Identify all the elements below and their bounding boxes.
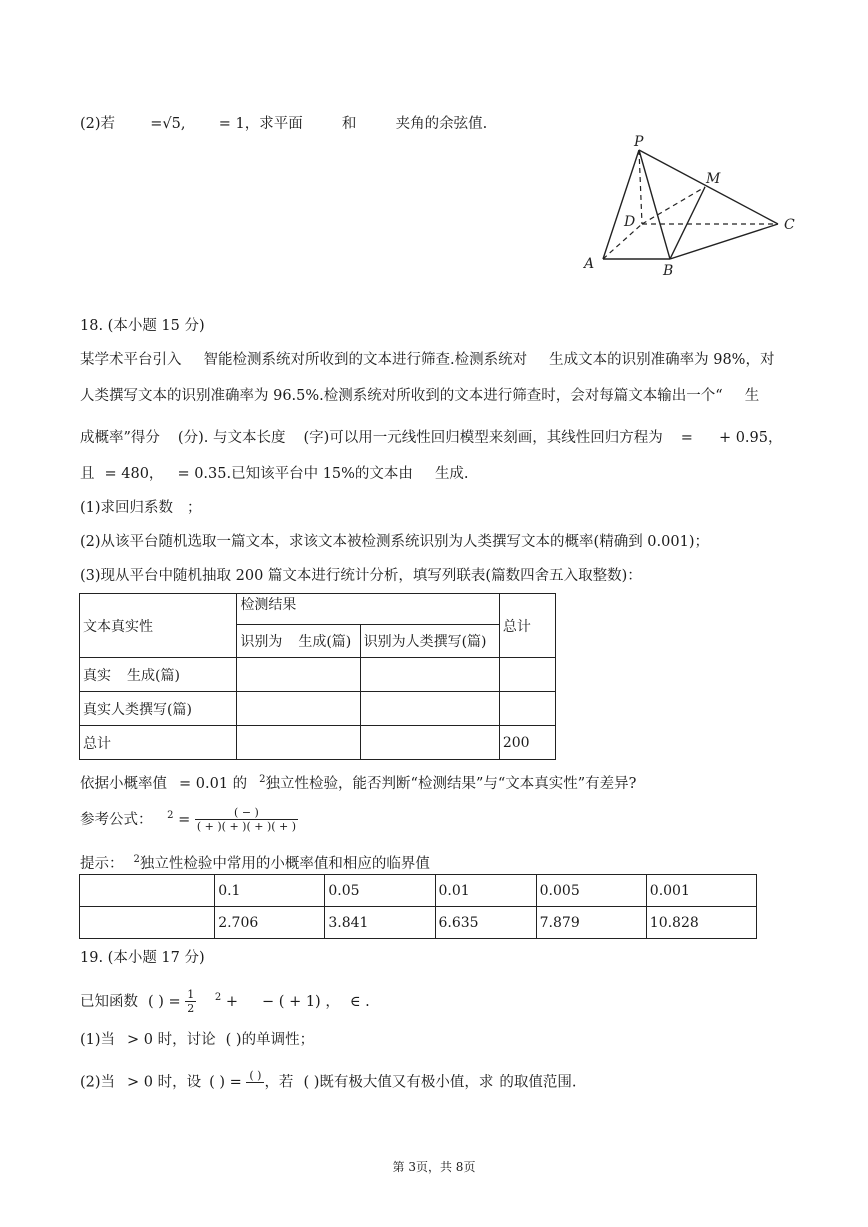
table-header-total: 总计: [499, 594, 555, 658]
q18-line1c: 生成文本的识别准确率为 98%，对: [549, 352, 775, 368]
table-header-result: 检测结果: [237, 594, 500, 625]
q18-sub2: (2)从该平台随机选取一篇文本，求该文本被检测系统识别为人类撰写文本的概率(精确到 0.001)；: [80, 534, 709, 550]
q18-test-b: = 0.01 的: [179, 775, 248, 792]
q17-end: 夹角的余弦值.: [395, 116, 488, 132]
q18-line3c: (字)可以用一元线性回归模型来刻画，其线性回归方程为: [303, 430, 663, 446]
alpha-cell: 0.1: [215, 875, 325, 907]
edge-pb: [639, 150, 670, 259]
q19-sub2-a: (2)当: [80, 1074, 116, 1091]
pyramid-figure: [575, 135, 805, 285]
alpha-cell: 0.01: [435, 875, 536, 907]
q18-line1: [80, 350, 774, 370]
q19-sub2-f: 的取值范围.: [499, 1074, 577, 1091]
q17-mid: 和: [341, 116, 357, 132]
q19-header: 19. (本小题 17 分): [80, 950, 205, 966]
q18-sub1-end: ；: [187, 500, 202, 516]
contingency-table: [79, 593, 556, 760]
q18-line1a: 某学术平台引入: [80, 352, 182, 368]
q18-line3d: =: [680, 430, 693, 446]
g-fraction: ( ): [246, 1069, 264, 1096]
q18-line4c: = 0.35.已知该平台中 15%的文本由: [177, 466, 413, 482]
label-p: P: [634, 135, 644, 150]
table-cell: [237, 692, 360, 726]
page-footer: 第 3页，共 8页: [392, 1160, 476, 1174]
alpha-cell: 0.05: [325, 875, 435, 907]
table-cell: [80, 875, 215, 907]
table-row-ai: 真实 生成(篇): [80, 658, 237, 692]
edge-bc: [670, 224, 778, 259]
q19-sub2-c: ( ) =: [209, 1074, 242, 1091]
q19-def-b: ( ) =: [148, 993, 181, 1010]
q19-sub1: [80, 1030, 314, 1050]
q18-sub1: [80, 498, 202, 518]
label-d: D: [624, 214, 636, 230]
critical-cell: 7.879: [536, 907, 646, 939]
q19-def-a: 已知函数: [80, 993, 138, 1010]
q18-line1b: 智能检测系统对所收到的文本进行筛查.检测系统对: [203, 352, 528, 368]
q19-def-c: +: [225, 993, 239, 1010]
q18-line2b: 生: [744, 388, 760, 404]
q19-sub2: [80, 1069, 576, 1096]
one-half-fraction: $\frac{1}{2}$: [187, 988, 195, 1016]
critical-cell: 2.706: [215, 907, 325, 939]
q19-sub2-e: ( )既有极大值又有极小值，求: [303, 1074, 494, 1091]
q18-sub1-text: (1)求回归系数: [80, 500, 174, 516]
q18-line3e: + 0.95，: [718, 430, 783, 446]
q18-line3a: 成概率”得分: [80, 430, 160, 446]
q18-test-line: 依据小概率值 = 0.01 的 $^2$独立性检验，能否判断“检测结果”与“文本真实性”有差异?: [80, 774, 637, 792]
critical-value-table: [79, 874, 757, 939]
q18-line3b: (分). 与文本长度: [177, 430, 286, 446]
q17-eq2: = 1，求平面: [218, 116, 303, 132]
q18-line4d: 生成.: [434, 466, 469, 482]
edge-pa: [603, 150, 639, 259]
chi-square-formula: $\frac{( - )}{( + )( + )( + )( + )}$: [196, 806, 297, 834]
q18-sub3: (3)现从平台中随机抽取 200 篇文本进行统计分析，填写列联表(篇数四舍五入取整数)：: [80, 568, 642, 584]
q19-sub2-b: > 0 时，设: [127, 1074, 202, 1091]
table-cell: [499, 658, 555, 692]
label-c: C: [784, 217, 795, 233]
q18-line3: [80, 428, 782, 448]
table-row-human: 真实人类撰写(篇): [80, 692, 237, 726]
table-cell: [80, 907, 215, 939]
critical-cell: 3.841: [325, 907, 435, 939]
formula-label: 参考公式：: [80, 811, 153, 828]
q18-line2a: 人类撰写文本的识别准确率为 96.5%.检测系统对所收到的文本进行筛查时，会对每篇文本输出一个“: [80, 388, 723, 404]
q17-prefix: (2)若: [80, 116, 116, 132]
table-cell: [237, 726, 360, 760]
table-cell: [360, 726, 499, 760]
label-b: B: [663, 263, 674, 279]
table-header-human: 识别为人类撰写(篇): [360, 625, 499, 658]
alpha-cell: 0.005: [536, 875, 646, 907]
q19-sub1-b: > 0 时，讨论: [127, 1032, 216, 1048]
table-cell: [360, 692, 499, 726]
q19-sub1-c: ( )的单调性；: [225, 1032, 315, 1048]
table-row-total: 总计: [80, 726, 237, 760]
q18-header: 18. (本小题 15 分): [80, 318, 205, 334]
table-header-ai: 识别为 生成(篇): [237, 625, 360, 658]
q19-definition: 已知函数 ( ) = $\frac{1}{2}$ $^2$ + − ( + 1) ， ∈ .: [80, 988, 370, 1016]
q18-formula-line: 参考公式： $^2$ = $\frac{( - )}{( + )( + )( + )( + )}$: [80, 806, 297, 834]
table-cell: [237, 658, 360, 692]
hint-text: 独立性检验中常用的小概率值和相应的临界值: [139, 855, 430, 872]
q18-test-c: 独立性检验，能否判断“检测结果”与“文本真实性”有差异?: [265, 775, 637, 792]
q19-def-e: ∈ .: [349, 993, 370, 1010]
q18-line2: [80, 386, 759, 406]
q19-def-d: − ( + 1) ，: [262, 993, 340, 1010]
table-total-value: 200: [499, 726, 555, 760]
critical-cell: 10.828: [646, 907, 756, 939]
q17-part2-line: [80, 114, 487, 134]
label-a: A: [584, 256, 595, 272]
edge-bm: [670, 187, 705, 259]
q18-line4a: 且: [80, 466, 95, 482]
q18-line4b: = 480，: [104, 466, 164, 482]
q18-test-a: 依据小概率值: [80, 775, 167, 792]
q19-sub1-a: (1)当: [80, 1032, 116, 1048]
critical-cell: 6.635: [435, 907, 536, 939]
hint-label: 提示：: [80, 855, 124, 872]
q17-eq1: =√5,: [150, 116, 186, 132]
q18-hint-line: 提示： $^2$独立性检验中常用的小概率值和相应的临界值: [80, 854, 430, 872]
table-cell: [499, 692, 555, 726]
q19-sub2-d: ，若: [264, 1074, 294, 1091]
alpha-cell: 0.001: [646, 875, 756, 907]
label-m: M: [706, 171, 721, 187]
table-cell: [360, 658, 499, 692]
q18-line4: [80, 464, 469, 484]
table-header-truth: 文本真实性: [80, 594, 237, 658]
